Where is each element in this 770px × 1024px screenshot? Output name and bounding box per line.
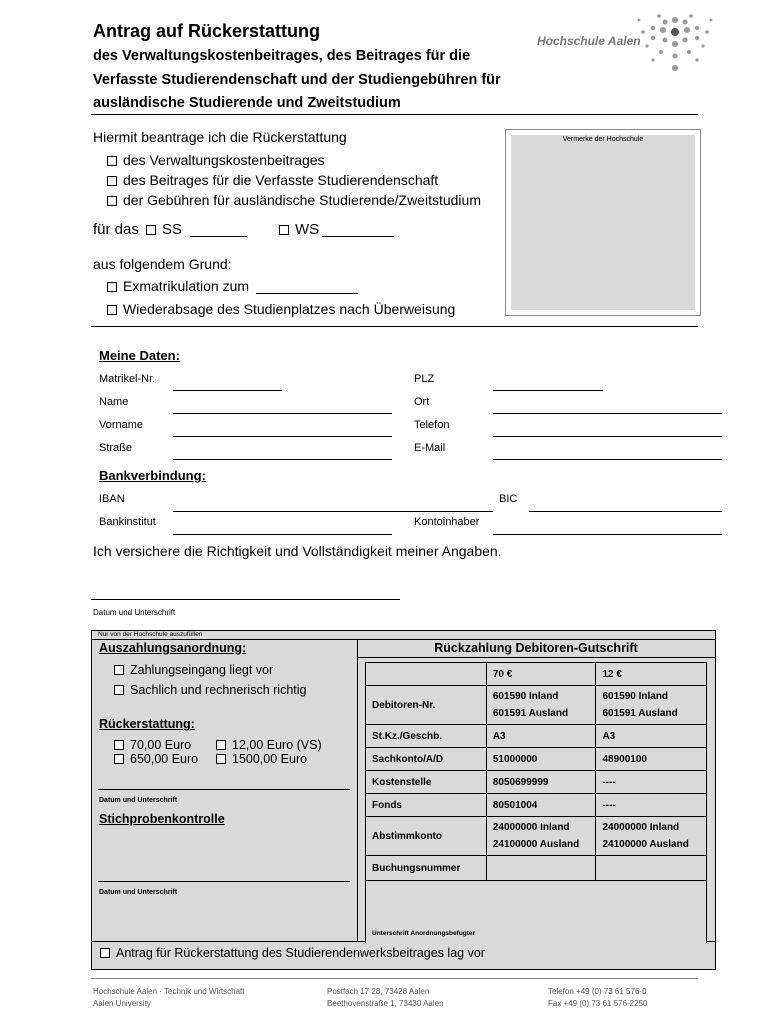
checkbox[interactable] [100, 948, 110, 958]
admin-signature-line-1[interactable] [98, 789, 350, 790]
footer-divider [91, 978, 698, 979]
table-row: Sachkonto/A/D 51000000 48900100 [366, 748, 707, 771]
checkbox[interactable] [146, 225, 156, 235]
label-bankinstitut: Bankinstitut [99, 516, 156, 528]
exmatrikulation-date-field[interactable] [256, 293, 358, 294]
label-name: Name [99, 396, 129, 408]
ort-field[interactable] [493, 413, 722, 414]
telefon-field[interactable] [493, 436, 722, 437]
label-kontoinhaber: Kontoinhaber [414, 516, 480, 528]
label-email: E-Mail [414, 442, 446, 454]
label-bic: BIC [499, 493, 518, 505]
table-row: Abstimmkonto 24000000 Inland 24100000 Ausland 24000000 Inland 24100000 Ausland [366, 817, 707, 856]
vorname-field[interactable] [173, 436, 392, 437]
kontoinhaber-field[interactable] [493, 534, 722, 535]
amount-12[interactable]: 12,00 Euro (VS) [216, 738, 322, 752]
checkbox[interactable] [279, 225, 289, 235]
vermerke-box [505, 129, 701, 316]
grund-option-wiederabsage[interactable]: Wiederabsage des Studienplatzes nach Überweisung [107, 301, 455, 317]
ws-field[interactable] [322, 236, 394, 237]
name-field[interactable] [173, 413, 392, 414]
request-divider [91, 326, 698, 327]
checkbox[interactable] [114, 665, 124, 675]
row-label-stkz: St.Kz./Geschb. [366, 725, 487, 748]
auszahlung-heading: Auszahlungsanordnung: [99, 641, 247, 655]
rueckerstattung-heading: Rückerstattung: [99, 717, 195, 731]
signature-field[interactable] [91, 599, 400, 600]
admin-signature-label-1: Datum und Unterschrift [99, 797, 178, 804]
checkbox[interactable] [114, 754, 124, 764]
admin-note: Nur von der Hochschule auszufüllen [98, 631, 203, 638]
matrikel-field[interactable] [173, 390, 282, 391]
checkbox[interactable] [114, 740, 124, 750]
table-row: Kostenstelle 8050699999 ---- [366, 771, 707, 794]
confirmation-text: Ich versichere die Richtigkeit und Vollständigkeit meiner Angaben. [93, 543, 502, 559]
amount-650[interactable]: 650,00 Euro [114, 752, 198, 766]
semester-ws-option[interactable]: WS [279, 221, 319, 238]
logo-text: Hochschule Aalen [537, 34, 641, 48]
rueckzahlung-title: Rückzahlung Debitoren-Gutschrift [434, 641, 638, 655]
checkbox[interactable] [107, 176, 117, 186]
row-label-debitoren: Debitoren-Nr. [366, 686, 487, 725]
label-iban: IBAN [99, 493, 125, 505]
amount-70[interactable]: 70,00 Euro [114, 738, 191, 752]
grund-option-exmatrikulation[interactable]: Exmatrikulation zum [107, 278, 249, 294]
footer-col-3: Telefon +49 (0) 73 61 576-0 Fax +49 (0) 73 61 576-2250 [548, 987, 648, 1008]
admin-signature-label-2: Datum und Unterschrift [99, 889, 178, 896]
ss-field[interactable] [190, 236, 247, 237]
row-label-kostenstelle: Kostenstelle [366, 771, 487, 794]
checkbox[interactable] [107, 196, 117, 206]
semester-ss-option[interactable]: SS [146, 221, 182, 238]
header-divider [91, 114, 698, 115]
university-logo [535, 10, 715, 80]
email-field[interactable] [493, 459, 722, 460]
checkbox[interactable] [216, 754, 226, 764]
table-row [366, 663, 707, 686]
checkbox[interactable] [107, 156, 117, 166]
label-telefon: Telefon [414, 419, 450, 431]
meine-daten-heading: Meine Daten: [99, 348, 180, 363]
label-strasse: Straße [99, 442, 133, 454]
checkbox[interactable] [216, 740, 226, 750]
request-option-1[interactable]: des Verwaltungskostenbeitrages [107, 152, 325, 168]
footer-col-1: Hochschule Aalen · Technik und Wirtschaft Aalen University [93, 987, 245, 1008]
bic-field[interactable] [529, 511, 722, 512]
table-row: Fonds 80501004 ---- [366, 794, 707, 817]
plz-field[interactable] [493, 390, 603, 391]
row-label-buchungsnummer: Buchungsnummer [366, 856, 487, 881]
col-header-12: 12 € [596, 663, 707, 686]
request-intro: Hiermit beantrage ich die Rückerstattung [93, 129, 347, 145]
bank-heading: Bankverbindung: [99, 468, 206, 483]
checkbox[interactable] [107, 282, 117, 292]
col-header-70: 70 € [486, 663, 596, 686]
row-label-fonds: Fonds [366, 794, 487, 817]
table-row: St.Kz./Geschb. A3 A3 [366, 725, 707, 748]
debitoren-table [365, 662, 707, 943]
studierendenwerk-option[interactable]: Antrag für Rückerstattung des Studierendenwerksbeitrages lag vor [100, 946, 485, 960]
label-vorname: Vorname [99, 419, 144, 431]
table-row [366, 881, 707, 944]
stichproben-heading: Stichprobenkontrolle [99, 812, 225, 826]
unterschrift-anordnungsbefugter[interactable]: Unterschrift Anordnungsbefugter [366, 881, 707, 944]
label-plz: PLZ [414, 373, 435, 385]
semester-fuer-das: für das [93, 221, 139, 238]
form-subtitle-line-1: des Verwaltungskostenbeitrages, des Beitrages für die [93, 48, 471, 64]
footer-col-2: Postfach 17 28, 73428 Aalen Beethovenstraße 1, 73430 Aalen [327, 987, 444, 1008]
checkbox[interactable] [107, 305, 117, 315]
checkbox[interactable] [114, 685, 124, 695]
label-ort: Ort [414, 396, 430, 408]
request-option-3[interactable]: der Gebühren für ausländische Studierende/Zweitstudium [107, 192, 481, 208]
table-row [366, 856, 707, 881]
admin-signature-line-2[interactable] [98, 881, 350, 882]
auszahlung-option-1[interactable]: Zahlungseingang liegt vor [114, 663, 273, 677]
signature-label: Datum und Unterschrift [93, 608, 176, 617]
grund-label: aus folgendem Grund: [93, 256, 232, 272]
table-row: Debitoren-Nr. 601590 Inland 601591 Ausland 601590 Inland 601591 Ausland [366, 686, 707, 725]
amount-1500[interactable]: 1500,00 Euro [216, 752, 307, 766]
request-option-2[interactable]: des Beitrages für die Verfasste Studierendenschaft [107, 172, 438, 188]
row-label-sachkonto: Sachkonto/A/D [366, 748, 487, 771]
admin-section [91, 630, 716, 970]
form-subtitle-line-3: ausländische Studierende und Zweitstudium [93, 95, 401, 111]
vermerke-label: Vermerke der Hochschule [562, 136, 644, 143]
buchungsnummer-field[interactable] [486, 856, 596, 881]
label-matrikel: Matrikel-Nr. [99, 373, 156, 385]
bankinstitut-field[interactable] [173, 534, 392, 535]
row-label-abstimmkonto: Abstimmkonto [366, 817, 487, 856]
auszahlung-option-2[interactable]: Sachlich und rechnerisch richtig [114, 683, 306, 697]
form-subtitle-line-2: Verfasste Studierendenschaft und der Studiengebühren für [93, 72, 501, 88]
strasse-field[interactable] [173, 459, 392, 460]
form-title: Antrag auf Rückerstattung [93, 21, 321, 41]
iban-field[interactable] [173, 511, 493, 512]
